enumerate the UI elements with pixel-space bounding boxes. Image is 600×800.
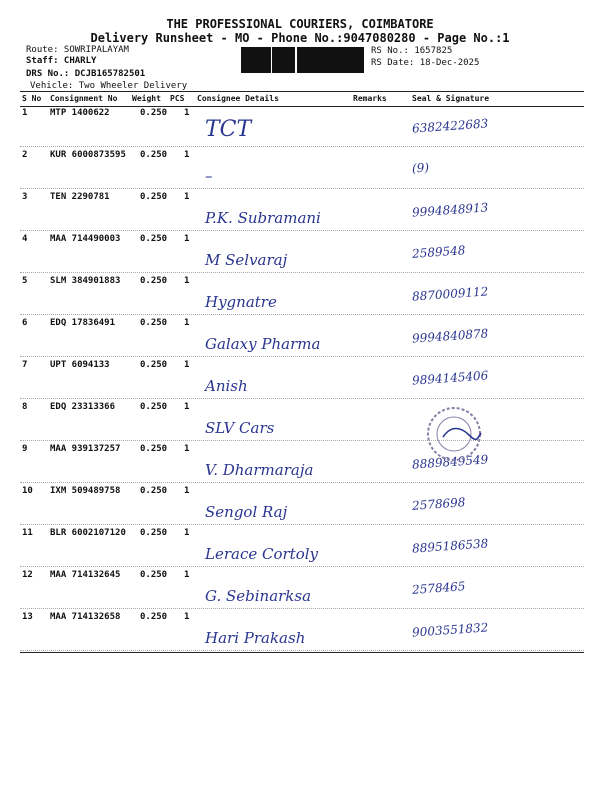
consignee-handwritten: M Selvaraj — [205, 251, 288, 269]
consignment-number: UPT 6094133 — [50, 360, 110, 370]
consignee-handwritten: TCT — [205, 117, 252, 142]
signature-handwritten: 2578698 — [411, 495, 466, 513]
col-consignment: Consignment No — [50, 94, 118, 103]
drs-label: DRS No.: DCJB165782501 — [26, 69, 146, 79]
table-row — [20, 147, 584, 189]
pcs-count: 1 — [184, 486, 190, 496]
table-row — [20, 399, 584, 441]
weight-value: 0.250 — [140, 528, 168, 538]
weight-value: 0.250 — [140, 444, 168, 454]
signature-handwritten: 8870009112 — [411, 284, 489, 304]
runsheet-subtitle: Delivery Runsheet - MO - Phone No.:9047080280 - Page No.:1 — [90, 31, 510, 45]
signature-handwritten: 2578465 — [411, 579, 466, 597]
rs-date: RS Date: 18-Dec-2025 — [371, 58, 480, 68]
table-row — [20, 357, 584, 399]
consignee-handwritten: Anish — [205, 377, 248, 395]
signature-handwritten: 9994840878 — [411, 326, 489, 346]
consignee-handwritten: SLV Cars — [205, 419, 275, 437]
route-label: Route: SOWRIPALAYAM — [26, 45, 129, 55]
consignment-number: MAA 714132658 — [50, 612, 121, 622]
pcs-count: 1 — [184, 570, 190, 580]
signature-handwritten: (9) — [411, 160, 430, 176]
staff-label: Staff: CHARLY — [26, 56, 97, 66]
pcs-count: 1 — [184, 528, 190, 538]
table-row — [20, 567, 584, 609]
table-bottom-rule — [20, 652, 584, 653]
signature-handwritten: 9894145406 — [411, 368, 489, 388]
signature-handwritten: 2589548 — [411, 243, 466, 261]
consignee-handwritten: Sengol Raj — [205, 503, 288, 521]
company-title: THE PROFESSIONAL COURIERS, COIMBATORE — [166, 17, 434, 31]
table-row — [20, 483, 584, 525]
consignment-number: MAA 714490003 — [50, 234, 121, 244]
consignee-handwritten: Lerace Cortoly — [205, 545, 319, 563]
row-sno: 13 — [22, 612, 33, 622]
consignment-number: EDQ 23313366 — [50, 402, 116, 412]
consignee-handwritten: Galaxy Pharma — [205, 335, 321, 353]
consignment-number: MAA 714132645 — [50, 570, 121, 580]
col-remarks: Remarks — [353, 94, 387, 103]
signature-handwritten: 6382422683 — [411, 116, 489, 136]
col-weight: Weight — [132, 94, 161, 103]
consignment-number: SLM 384901883 — [50, 276, 121, 286]
row-sno: 10 — [22, 486, 33, 496]
pcs-count: 1 — [184, 234, 190, 244]
weight-value: 0.250 — [140, 276, 168, 286]
pcs-count: 1 — [184, 318, 190, 328]
consignment-number: TEN 2290781 — [50, 192, 110, 202]
pcs-count: 1 — [184, 612, 190, 622]
vehicle-label: Vehicle: Two Wheeler Delivery — [30, 81, 188, 91]
weight-value: 0.250 — [140, 234, 168, 244]
weight-value: 0.250 — [140, 402, 168, 412]
rs-number: RS No.: 1657825 — [371, 46, 453, 56]
row-sno: 12 — [22, 570, 33, 580]
consignee-handwritten: Hari Prakash — [205, 629, 306, 647]
table-row — [20, 609, 584, 651]
row-sno: 1 — [22, 108, 28, 118]
seal-stamp — [425, 405, 483, 463]
row-sno: 3 — [22, 192, 28, 202]
table-row — [20, 315, 584, 357]
consignment-number: EDQ 17836491 — [50, 318, 116, 328]
pcs-count: 1 — [184, 444, 190, 454]
col-pcs: PCS — [170, 94, 185, 103]
pcs-count: 1 — [184, 360, 190, 370]
pcs-count: 1 — [184, 108, 190, 118]
consignee-handwritten: V. Dharmaraja — [205, 461, 314, 479]
signature-handwritten: 9994848913 — [411, 200, 489, 220]
row-sno: 11 — [22, 528, 33, 538]
table-row — [20, 525, 584, 567]
pcs-count: 1 — [184, 276, 190, 286]
pcs-count: 1 — [184, 192, 190, 202]
pcs-count: 1 — [184, 402, 190, 412]
table-row — [20, 441, 584, 483]
col-consignee: Consignee Details — [197, 94, 279, 103]
weight-value: 0.250 — [140, 360, 168, 370]
row-sno: 4 — [22, 234, 28, 244]
consignment-number: MTP 1400622 — [50, 108, 110, 118]
consignee-handwritten: Hygnatre — [205, 293, 277, 311]
weight-value: 0.250 — [140, 150, 168, 160]
signature-handwritten: 8889849549 — [411, 452, 489, 472]
consignment-number: IXM 509489758 — [50, 486, 121, 496]
row-sno: 6 — [22, 318, 28, 328]
weight-value: 0.250 — [140, 486, 168, 496]
consignment-number: MAA 939137257 — [50, 444, 121, 454]
row-sno: 5 — [22, 276, 28, 286]
consignee-handwritten: P.K. Subramani — [205, 209, 321, 227]
consignment-number: KUR 6000873595 — [50, 150, 126, 160]
weight-value: 0.250 — [140, 108, 168, 118]
col-seal-signature: Seal & Signature — [412, 94, 490, 103]
table-row — [20, 105, 584, 147]
consignment-number: BLR 6002107120 — [50, 528, 126, 538]
row-sno: 9 — [22, 444, 28, 454]
consignee-handwritten: – — [205, 167, 213, 185]
consignee-handwritten: G. Sebinarksa — [205, 587, 312, 605]
weight-value: 0.250 — [140, 192, 168, 202]
col-sno: S No — [22, 94, 42, 103]
row-sno: 7 — [22, 360, 28, 370]
row-sno: 2 — [22, 150, 28, 160]
pcs-count: 1 — [184, 150, 190, 160]
barcode — [240, 47, 366, 73]
row-sno: 8 — [22, 402, 28, 412]
weight-value: 0.250 — [140, 570, 168, 580]
table-row — [20, 189, 584, 231]
weight-value: 0.250 — [140, 318, 168, 328]
weight-value: 0.250 — [140, 612, 168, 622]
table-row — [20, 273, 584, 315]
signature-handwritten: 9003551832 — [411, 620, 489, 640]
table-row — [20, 231, 584, 273]
signature-handwritten: 8895186538 — [411, 536, 489, 556]
